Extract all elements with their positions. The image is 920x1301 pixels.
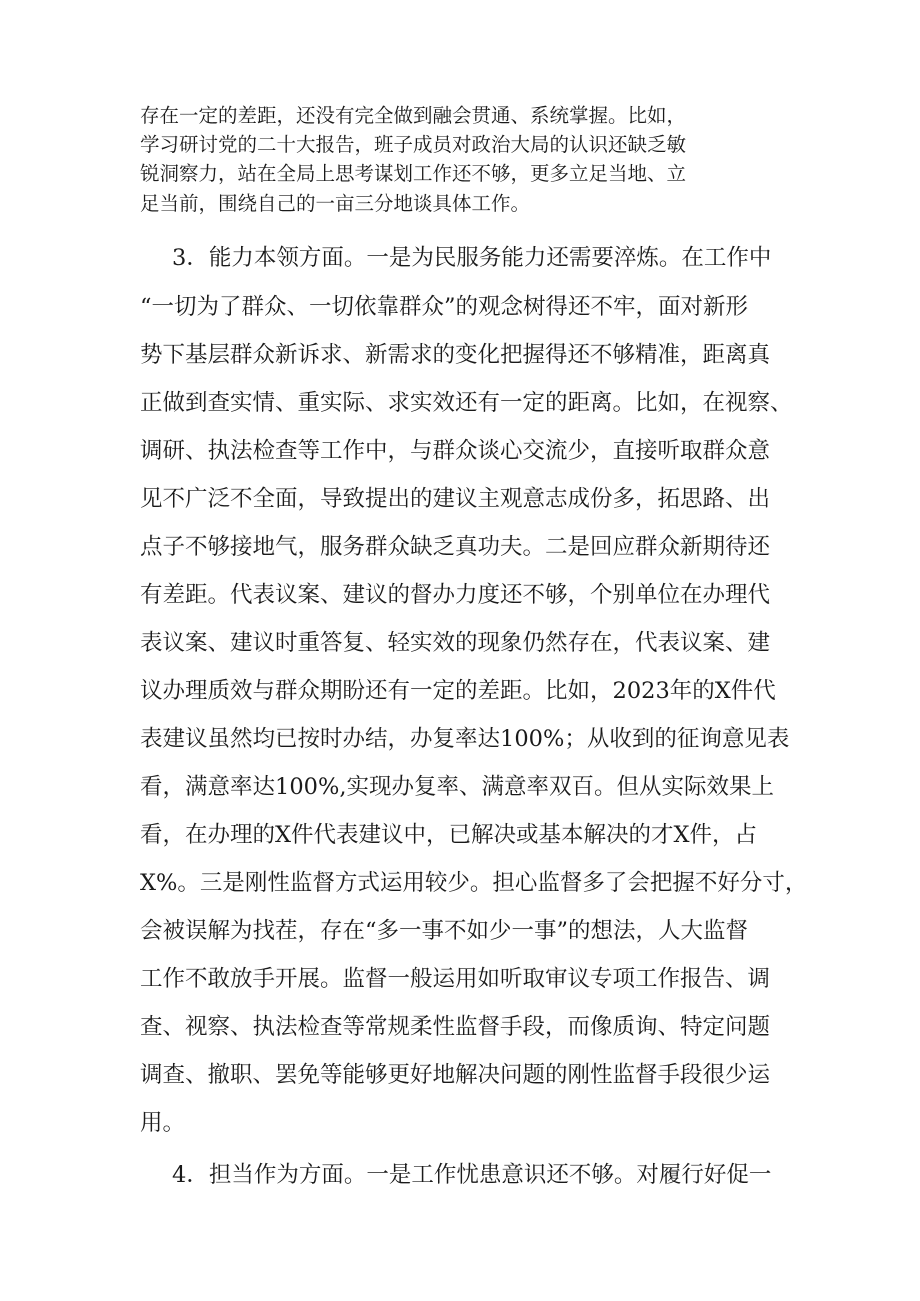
text-line: 看，满意率达100%,实现办复率、满意率双百。但从实际效果上 <box>140 774 774 800</box>
text-line: 表议案、建议时重答复、轻实效的现象仍然存在，代表议案、建 <box>140 630 771 656</box>
text-line: 点子不够接地气，服务群众缺乏真功夫。二是回应群众新期待还 <box>140 534 771 560</box>
text-line: 锐洞察力，站在全局上思考谋划工作还不够，更多立足当地、立 <box>140 162 687 185</box>
text-line: 看，在办理的X件代表建议中，已解决或基本解决的才X件，占 <box>140 822 758 848</box>
text-line: “一切为了群众、一切依靠群众”的观念树得还不牢，面对新形 <box>140 294 749 320</box>
text-line: 学习研讨党的二十大报告，班子成员对政治大局的认识还缺乏敏 <box>140 133 687 156</box>
text-line: X%。三是刚性监督方式运用较少。担心监督多了会把握不好分寸， <box>140 870 808 896</box>
paragraph-heading-line: 3．能力本领方面。一是为民服务能力还需要淬炼。在工作中 <box>172 245 772 271</box>
text-line: 足当前，围绕自己的一亩三分地谈具体工作。 <box>140 192 531 215</box>
text-line: 存在一定的差距，还没有完全做到融会贯通、系统掌握。比如， <box>140 104 687 127</box>
text-line: 势下基层群众新诉求、新需求的变化把握得还不够精准，距离真 <box>140 342 771 368</box>
text-line: 查、视察、执法检查等常规柔性监督手段，而像质询、特定问题 <box>140 1014 771 1040</box>
text-line: 用。 <box>140 1110 186 1136</box>
text-line: 正做到查实情、重实际、求实效还有一定的距离。比如，在视察、 <box>140 390 793 416</box>
text-line: 工作不敢放手开展。监督一般运用如听取审议专项工作报告、调 <box>140 966 771 992</box>
text-line: 调查、撤职、罢免等能够更好地解决问题的刚性监督手段很少运 <box>140 1062 771 1088</box>
text-line: 会被误解为找茬，存在“多一事不如少一事”的想法，人大监督 <box>140 918 749 944</box>
text-line: 调研、执法检查等工作中，与群众谈心交流少，直接听取群众意 <box>140 438 771 464</box>
text-line: 见不广泛不全面，导致提出的建议主观意志成份多，拓思路、出 <box>140 486 771 512</box>
text-line: 议办理质效与群众期盼还有一定的差距。比如，2023年的X件代 <box>140 678 776 704</box>
text-line: 表建议虽然均已按时办结，办复率达100%；从收到的征询意见表 <box>140 726 790 752</box>
paragraph-heading-line: 4．担当作为方面。一是工作忧患意识还不够。对履行好促一 <box>172 1162 772 1188</box>
text-line: 有差距。代表议案、建议的督办力度还不够，个别单位在办理代 <box>140 582 771 608</box>
